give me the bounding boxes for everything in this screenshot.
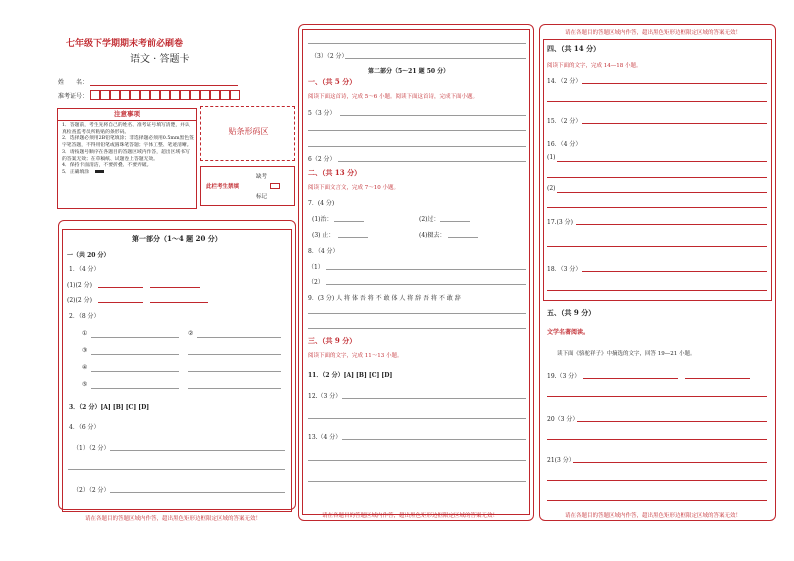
- q2-answer-line[interactable]: [188, 371, 281, 372]
- q5-answer-line[interactable]: [308, 130, 526, 131]
- q21-answer-line[interactable]: [547, 500, 767, 501]
- q7-label: 7．(4 分): [308, 200, 335, 207]
- q7-answer-line[interactable]: [338, 237, 368, 238]
- q4-1-label: （1）（2 分）: [73, 445, 110, 452]
- q20-label: 20（3 分）: [547, 416, 579, 423]
- notice-fill-example: 5．正确填涂: [62, 170, 194, 177]
- q8-1-label: （1）: [308, 264, 324, 271]
- q2-answer-line[interactable]: [188, 388, 281, 389]
- q8-2-answer-line[interactable]: [326, 284, 526, 285]
- q15-answer-line[interactable]: [582, 123, 767, 124]
- q2-label: 2．（8 分）: [69, 313, 100, 320]
- q3-choices[interactable]: 3．（2 分）[A] [B] [C] [D]: [69, 404, 150, 411]
- section-5-subtitle: 文学名著阅读。: [547, 329, 590, 336]
- q13-answer-line[interactable]: [308, 481, 526, 482]
- q19-answer-line[interactable]: [685, 378, 750, 379]
- section-5-instructions: 读下面《骆驼祥子》中摘选的文字，回答 19—21 小题。: [557, 351, 696, 357]
- q16-2-answer-line[interactable]: [557, 192, 767, 193]
- q21-label: 21(3 分）: [547, 457, 575, 464]
- notice-title: 注意事项: [58, 109, 196, 121]
- part1-title: 第一部分（1～4 题 20 分）: [132, 234, 222, 243]
- q11-choices[interactable]: 11．（2 分）[A] [B] [C] [D]: [308, 372, 393, 379]
- barcode-area-label: 贴条形码区: [228, 127, 269, 136]
- q10-answer-line[interactable]: [308, 313, 526, 314]
- q19-answer-line[interactable]: [583, 378, 678, 379]
- section-2-1-heading: 一、（共 5 分）: [308, 77, 357, 86]
- footer-warning: 请在各题目的答题区域内作答，超出黑色矩形边框限定区域的答案无效！: [85, 516, 262, 522]
- q2-answer-line[interactable]: [91, 354, 179, 355]
- q8-label: 8．（4 分）: [308, 248, 339, 255]
- q2-circle: ④: [82, 364, 88, 371]
- q12-answer-line[interactable]: [342, 398, 526, 399]
- q7-item: (2)过：: [419, 216, 440, 223]
- absent-mark-label-2: 标记: [256, 194, 268, 200]
- notice-item: 3．请按题号顺序在各题目的答题区域内作答，超出区域书写的答案无效；在草稿纸、试题卷上答题无效。: [62, 149, 190, 162]
- q17-answer-line[interactable]: [576, 224, 767, 225]
- q17-label: 17.(3 分): [547, 219, 573, 226]
- q8-1-answer-line[interactable]: [326, 269, 526, 270]
- absent-mark-label: 缺考: [256, 174, 268, 180]
- q16-label: 16．（4 分）: [547, 141, 582, 148]
- q8-2-label: （2）: [308, 279, 324, 286]
- q16-2-label: (2): [547, 185, 556, 192]
- header-warning: 请在各题目的答题区域内作答，超出黑色矩形边框限定区域的答案无效！: [565, 30, 742, 36]
- q2-answer-line[interactable]: [188, 354, 281, 355]
- q16-1-label: (1): [547, 154, 556, 161]
- q7-item: (4)辍去：: [419, 232, 446, 239]
- q7-answer-line[interactable]: [440, 221, 470, 222]
- q2-answer-line[interactable]: [91, 388, 179, 389]
- exam-number-label: 准考证号：: [58, 93, 89, 100]
- barcode-area: [200, 106, 295, 161]
- q4-3-answer-line[interactable]: [345, 58, 526, 59]
- q15-label: 15．（2 分）: [547, 118, 582, 125]
- q4-2-label: （2）（2 分）: [73, 487, 110, 494]
- q1-2-label: (2)(2 分): [67, 297, 92, 304]
- q1-1-answer-line[interactable]: [98, 287, 143, 288]
- q4-3-label: （3）（2 分）: [311, 53, 348, 60]
- q13-answer-line[interactable]: [308, 460, 526, 461]
- q4-label: 4．（6 分）: [69, 424, 100, 431]
- q21-answer-line[interactable]: [573, 462, 767, 463]
- q7-answer-line[interactable]: [448, 237, 478, 238]
- q16-1-answer-line[interactable]: [547, 177, 767, 178]
- q12-label: 12.（3 分）: [308, 393, 342, 400]
- q18-answer-line[interactable]: [582, 271, 767, 272]
- section-5-heading: 五、（共 9 分）: [547, 308, 596, 317]
- q6-label: 6（2 分）: [308, 156, 336, 163]
- section-4-heading: 四、（共 14 分）: [547, 44, 601, 53]
- q4-1-answer-line[interactable]: [68, 469, 285, 470]
- q7-answer-line[interactable]: [334, 221, 364, 222]
- q13-answer-line[interactable]: [342, 439, 526, 440]
- notice-item: 4．保持卡面清洁，不要折叠、不要弄破。: [62, 163, 152, 169]
- section-2-1-instructions: 阅读下面这首诗，完成 5～6 小题。阅读下面这首诗，完成下面小题。: [308, 94, 478, 100]
- q16-1-answer-line[interactable]: [557, 161, 767, 162]
- q4-1-answer-line[interactable]: [110, 450, 285, 451]
- q2-answer-line[interactable]: [91, 337, 179, 338]
- q7-item: (3) 止：: [312, 232, 335, 239]
- footer-warning: 请在各题目的答题区域内作答，超出黑色矩形边框限定区域的答案无效！: [322, 513, 499, 519]
- q20-answer-line[interactable]: [547, 439, 767, 440]
- notice-box: [57, 108, 197, 209]
- q14-label: 14．（2 分）: [547, 78, 582, 85]
- q20-answer-line[interactable]: [577, 421, 767, 422]
- notice-item: 2．选择题必须用2B铅笔填涂；非选择题必须用0.5mm黑色签字笔答题，不得用铅笔或圆珠笔答题；字体工整、笔迹清晰。: [62, 136, 194, 149]
- q1-1-label: (1)(2 分): [67, 282, 92, 289]
- section-2-3-instructions: 阅读下面的文字，完成 11～13 小题。: [308, 353, 403, 359]
- q4-2-answer-line[interactable]: [110, 492, 285, 493]
- q14-answer-line[interactable]: [547, 101, 767, 102]
- part2-title: 第二部分（5～21 题 50 分）: [368, 68, 450, 75]
- sheet-title: 七年级下学期期末考前必刷卷: [66, 39, 184, 49]
- q1-label: 1．（4 分）: [69, 266, 100, 273]
- q9-choices[interactable]: 9．(3 分) 人 将 体 吾 将 不 敢 体 人 将 辞 吾 将 不 敢 辞: [308, 295, 461, 302]
- absent-checkbox[interactable]: [270, 183, 280, 189]
- notice-item: 1．答题前，考生先将自己的姓名、准考证号填写清楚，并认真检查监考员所粘贴的条形码。: [62, 123, 190, 135]
- q2-answer-line[interactable]: [91, 371, 179, 372]
- name-label: 姓 名：: [58, 79, 89, 86]
- q16-2-answer-line[interactable]: [547, 207, 767, 208]
- section-2-3-heading: 三、（共 9 分）: [308, 336, 357, 345]
- q13-label: 13.（4 分）: [308, 434, 342, 441]
- sheet-subtitle: 语文 · 答题卡: [130, 54, 190, 65]
- absent-box: [200, 166, 295, 206]
- q19-answer-line[interactable]: [547, 396, 767, 397]
- q7-item: (1)治：: [312, 216, 333, 223]
- footer-warning: 请在各题目的答题区域内作答，超出黑色矩形边框限定区域的答案无效！: [565, 513, 742, 519]
- q18-answer-line[interactable]: [547, 290, 767, 291]
- q18-label: 18．（3 分）: [547, 266, 582, 273]
- section-4-instructions: 阅读下面的文字，完成 14—18 小题。: [547, 63, 642, 69]
- section-1-heading: 一（共 20 分）: [67, 252, 110, 259]
- section-2-2-heading: 二、（共 13 分）: [308, 168, 362, 177]
- q2-answer-line[interactable]: [197, 337, 281, 338]
- section-2-2-instructions: 阅读下面文言文，完成 7～10 小题。: [308, 185, 399, 191]
- q2-circle: ⑤: [82, 381, 88, 388]
- q6-answer-line[interactable]: [338, 161, 526, 162]
- q10-answer-line[interactable]: [308, 328, 526, 329]
- q5-label: 5（3 分）: [308, 110, 336, 117]
- q12-answer-line[interactable]: [308, 418, 526, 419]
- absent-label: 此栏考生禁填: [206, 184, 240, 190]
- name-field[interactable]: [90, 85, 238, 86]
- q17-answer-line[interactable]: [547, 246, 767, 247]
- q21-answer-line[interactable]: [547, 480, 767, 481]
- q1-2-answer-line[interactable]: [150, 302, 208, 303]
- q5-answer-line[interactable]: [340, 115, 526, 116]
- q1-1-answer-line[interactable]: [150, 287, 200, 288]
- q19-label: 19.（3 分）: [547, 373, 581, 380]
- q2-circle: ③: [82, 347, 88, 354]
- q5-answer-line[interactable]: [308, 146, 526, 147]
- q14-answer-line[interactable]: [582, 83, 767, 84]
- q1-2-answer-line[interactable]: [98, 302, 143, 303]
- q2-circle: ①: [82, 330, 88, 337]
- q2-circle: ②: [188, 330, 194, 337]
